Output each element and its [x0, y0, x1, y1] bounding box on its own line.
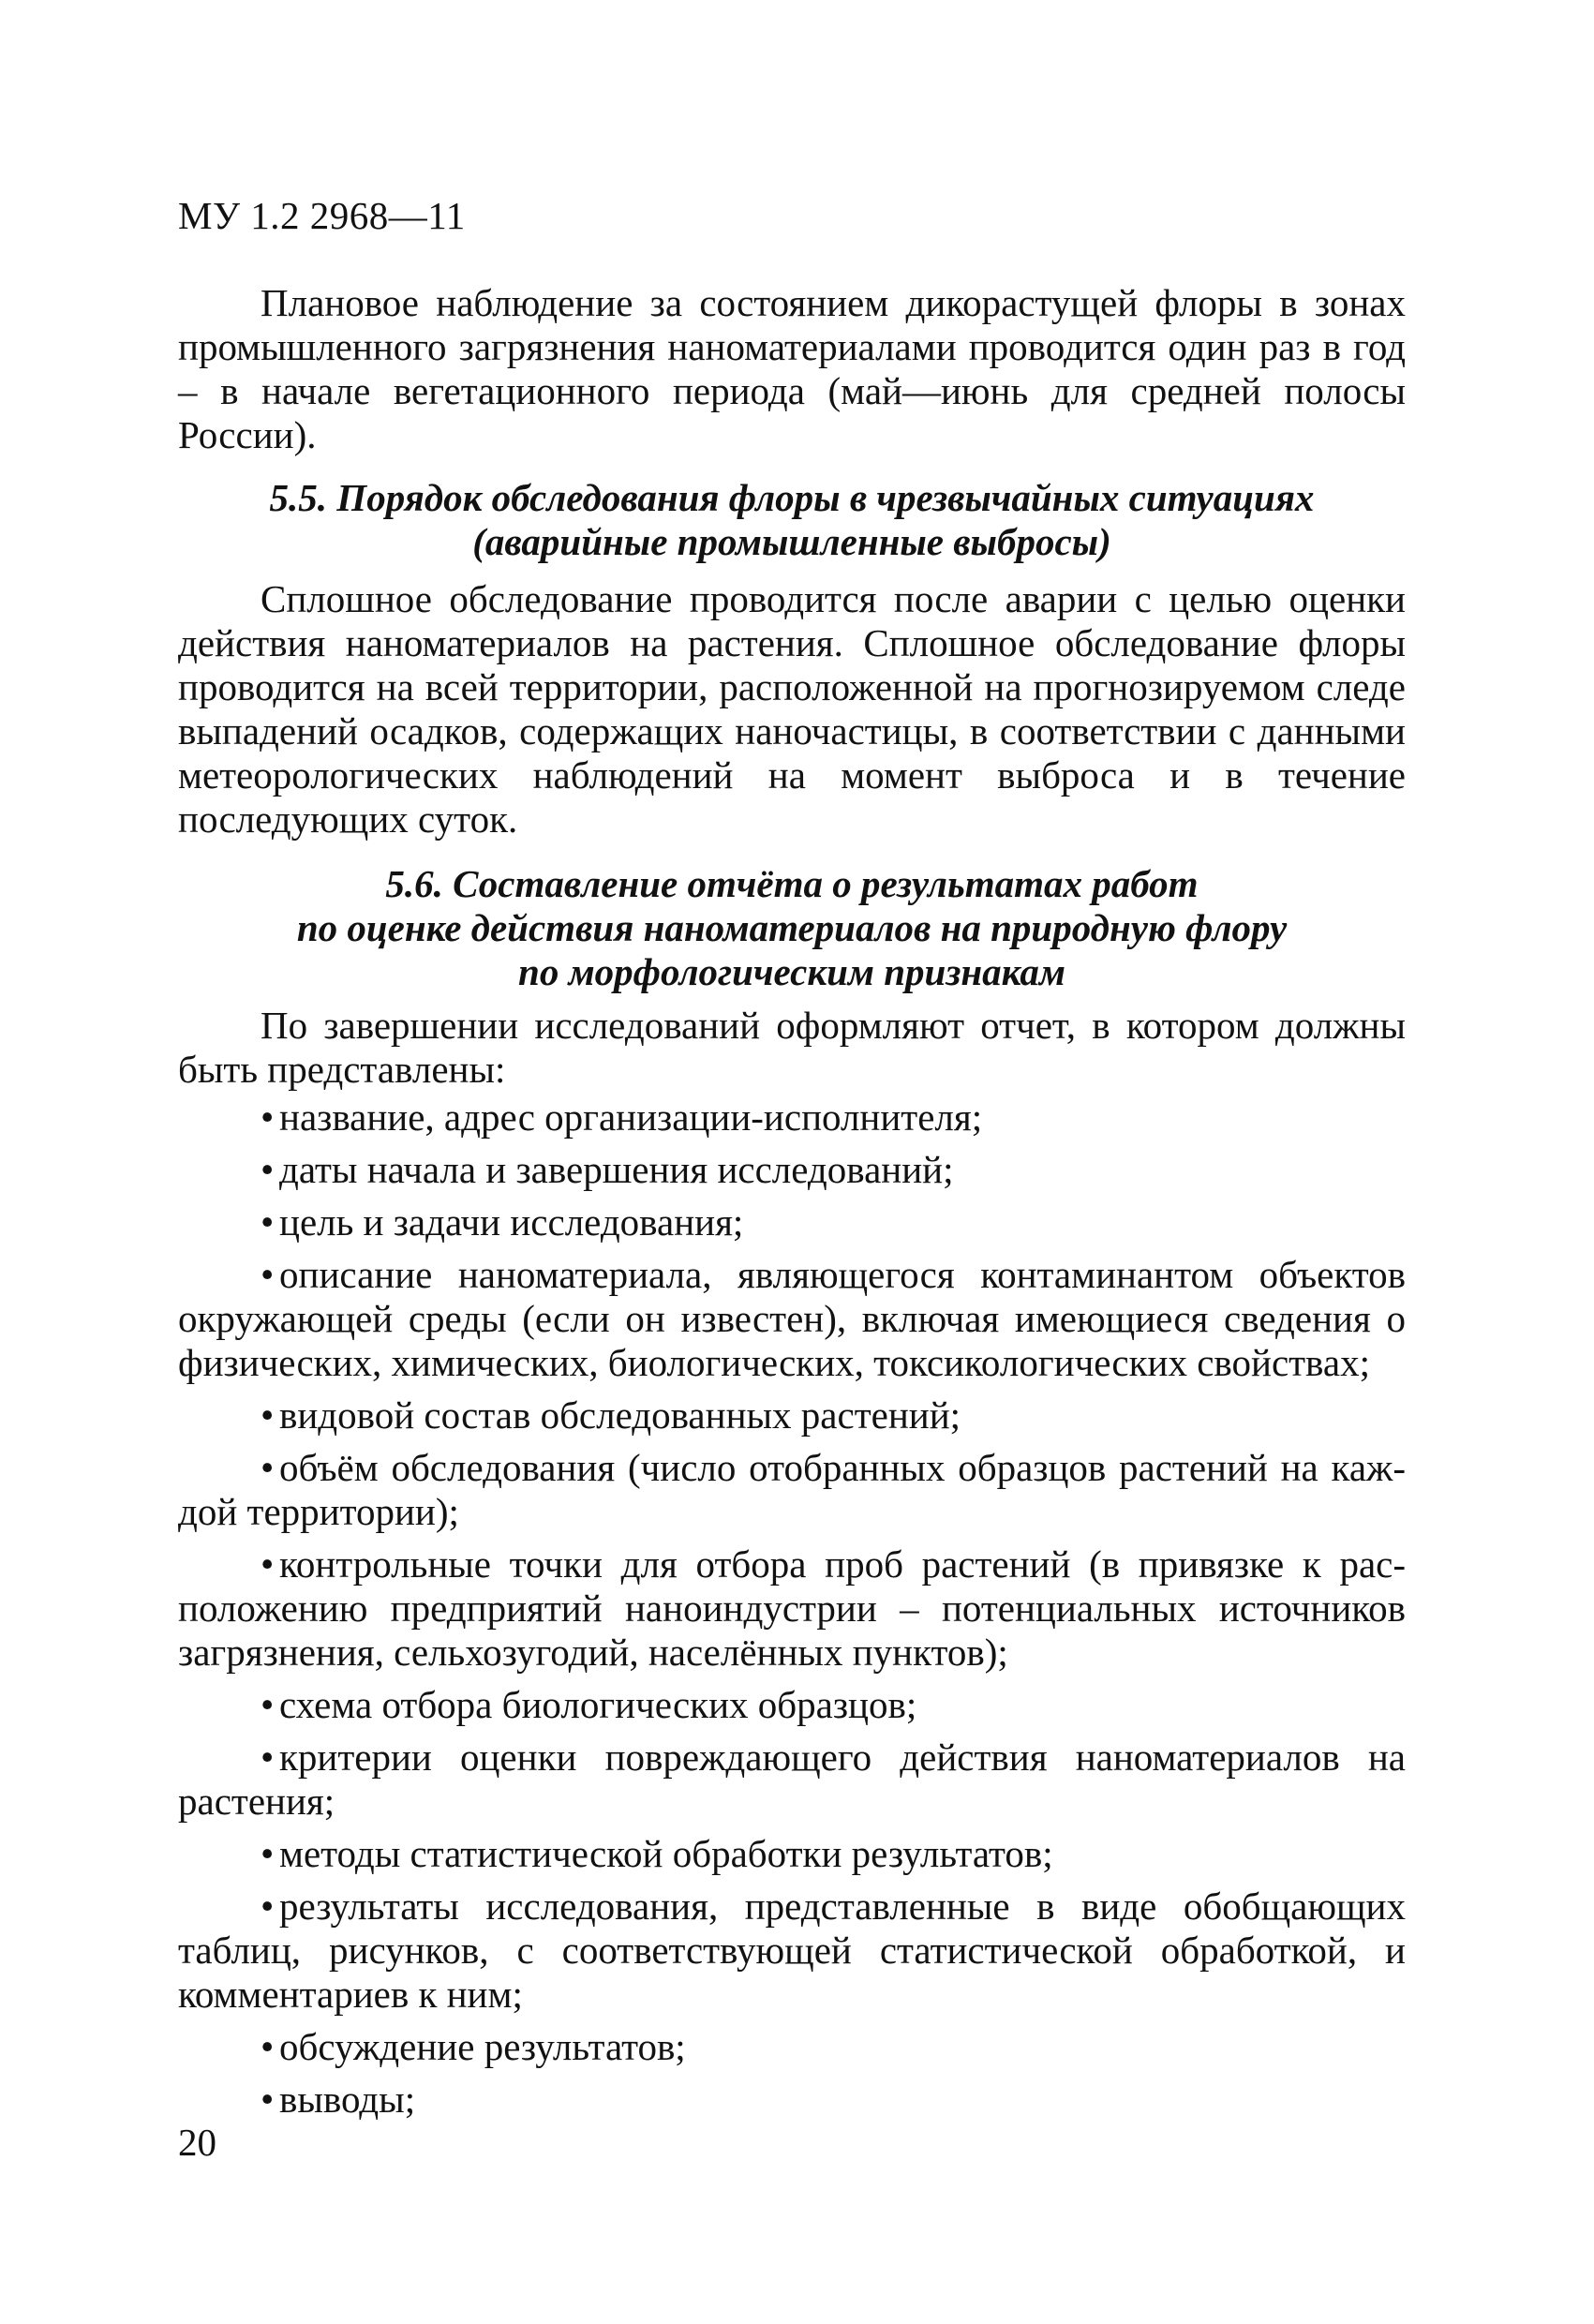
section-5-5-heading	[178, 476, 1406, 564]
document-code-header: МУ 1.2 2968—11	[178, 194, 466, 237]
section-5-6-heading-line-2: по оценке действия наноматериалов на природную флору	[296, 906, 1288, 949]
section-5-6-heading-line-1: 5.6. Составление отчёта о результатах работ	[385, 862, 1199, 905]
list-item: • название, адрес организации-исполнителя;	[178, 1095, 1406, 1140]
section-5-5-paragraph: Сплошное обследование проводится после аварии с целью оценки действия наноматериалов на растения. Сплошное обследование флоры проводится на всей территории, расположенной на прогнозируемом следе выпадений осадков, содержащих наночастицы, в соответствии с данными метеорологических наблюдений на момент выброса и в течение последующих суток.	[178, 577, 1406, 841]
list-item: • описание наноматериала, являющегося контаминантом объектов окружающей среды (если он известен), включая имеющиеся сведения о физических, химических, биологических, токсикологических свойствах;	[178, 1253, 1406, 1385]
report-contents-list	[178, 1095, 1406, 2122]
list-item: • даты начала и завершения исследований;	[178, 1148, 1406, 1192]
list-item: • методы статистической обработки результатов;	[178, 1832, 1406, 1876]
list-item: • обсуждение результатов;	[178, 2025, 1406, 2069]
section-5-5-heading-line-1: 5.5. Порядок обследования флоры в чрезвычайных ситуациях	[269, 476, 1315, 519]
list-item: • объём обследования (число отобранных образцов растений на каждой территории);	[178, 1446, 1406, 1534]
list-item: • результаты исследования, представленные в виде обобщающих таблиц, рисунков, с соответствующей статистической обработкой, и комментариев к ним;	[178, 1885, 1406, 2017]
intro-paragraph: Плановое наблюдение за состоянием дикорастущей флоры в зонах промышленного загрязнения наноматериалами проводится один раз в год – в начале вегетационного периода (май—июнь для средней полосы России).	[178, 281, 1406, 456]
list-item: • выводы;	[178, 2078, 1406, 2122]
list-item: • критерии оценки повреждающего действия наноматериалов на растения;	[178, 1736, 1406, 1824]
section-5-5-heading-line-2: (аварийные промышленные выбросы)	[472, 520, 1111, 563]
list-item: • контрольные точки для отбора проб растений (в привязке к расположению предприятий наноиндустрии – потенциальных источников загрязнения, сельхозугодий, населённых пунктов);	[178, 1542, 1406, 1675]
section-5-6-paragraph: По завершении исследований оформляют отчет, в котором должны быть представлены:	[178, 1004, 1406, 1091]
list-item: • цель и задачи исследования;	[178, 1200, 1406, 1244]
page-number: 20	[178, 2121, 216, 2164]
section-5-6-heading	[178, 862, 1406, 994]
list-item: • схема отбора биологических образцов;	[178, 1683, 1406, 1727]
list-item: • видовой состав обследованных растений;	[178, 1393, 1406, 1438]
section-5-6-heading-line-3: по морфологическим признакам	[518, 950, 1065, 993]
page-content	[178, 281, 1406, 2130]
